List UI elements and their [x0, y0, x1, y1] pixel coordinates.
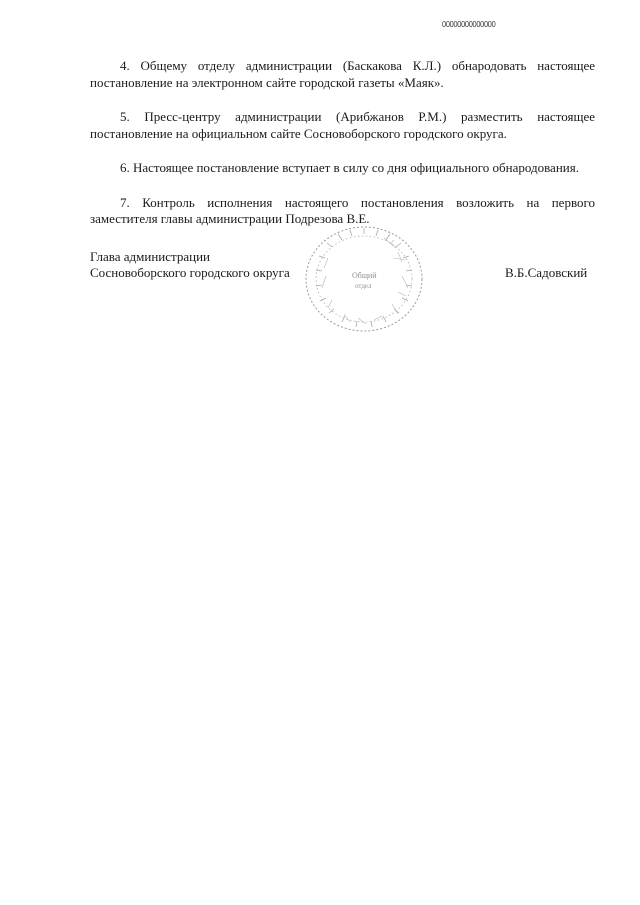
paragraph-5: 5. Пресс-центру администрации (Арибжанов Р.М.) разместить настоящее постановление на официальном сайте Сосновоборского городского округа. [90, 109, 595, 141]
signer-title-line2: Сосновоборского городского округа [90, 265, 290, 280]
stamp-center-line1: Общий [352, 271, 377, 280]
paragraph-6: 6. Настоящее постановление вступает в силу со дня официального обнародования. [120, 160, 579, 175]
official-stamp-icon [298, 218, 430, 340]
signer-title-line1: Глава администрации [90, 249, 211, 264]
paragraph-4: 4. Общему отделу администрации (Баскакова К.Л.) обнародовать настоящее постановление на электронном сайте городской газеты «Маяк». [90, 58, 595, 90]
signer-name: В.Б.Садовский [505, 265, 588, 280]
document-code: 00000000000000 [442, 20, 496, 29]
paragraph-7: 7. Контроль исполнения настоящего постановления возложить на первого заместителя главы администрации Подрезова В.Е. [90, 194, 595, 226]
stamp-center-line2: отдел [355, 282, 372, 290]
